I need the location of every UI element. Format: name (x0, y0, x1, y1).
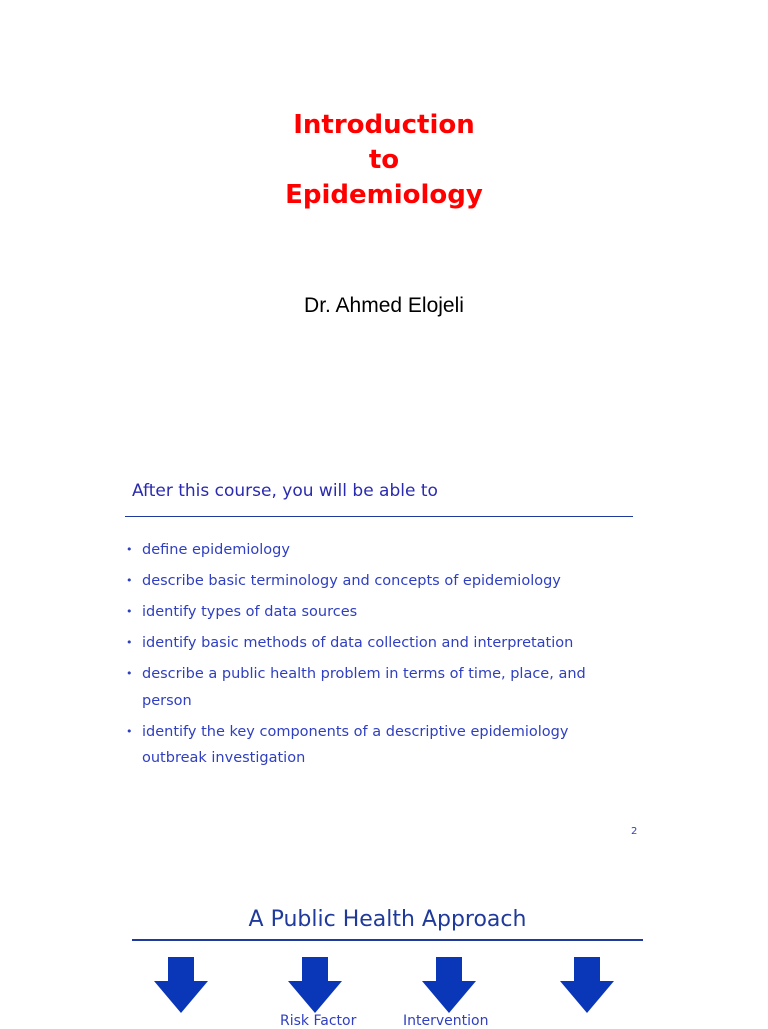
title-line: Introduction (293, 110, 475, 140)
list-item-text: identify types of data sources (142, 604, 358, 620)
list-item-text: identify the key components of a descriptive epidemiology outbreak investigation (142, 723, 569, 766)
down-arrow-icon (422, 957, 476, 1013)
list-item (126, 599, 626, 626)
objectives-heading: After this course, you will be able to (132, 481, 438, 501)
list-item (126, 661, 626, 714)
down-arrow-icon (560, 957, 614, 1013)
list-item (126, 537, 626, 564)
bullet-icon: • (126, 724, 133, 738)
list-item-text: describe a public health problem in terms of time, place, and person (142, 666, 586, 709)
list-item-text: define epidemiology (142, 542, 290, 558)
step-label-risk-factor: Risk Factor (280, 1013, 357, 1029)
bullet-icon: • (126, 574, 133, 587)
bullet-icon: • (126, 667, 133, 680)
title-line: Epidemiology (285, 180, 483, 210)
heading-divider (125, 516, 633, 517)
bullet-icon: • (126, 543, 133, 556)
approach-title: A Public Health Approach (248, 907, 527, 932)
approach-divider (132, 939, 643, 941)
down-arrow-icon (154, 957, 208, 1013)
slide-title (0, 108, 768, 213)
bullet-icon: • (126, 605, 133, 618)
objectives-list (126, 537, 626, 776)
list-item-text: describe basic terminology and concepts of epidemiology (142, 573, 561, 589)
list-item (126, 630, 626, 657)
down-arrow-icon (288, 957, 342, 1013)
step-label-intervention: Intervention (403, 1013, 489, 1029)
bullet-icon: • (126, 636, 133, 649)
page-number: 2 (631, 826, 638, 837)
list-item (126, 719, 626, 772)
list-item-text: identify basic methods of data collection and interpretation (142, 635, 574, 651)
title-line: to (368, 145, 400, 175)
list-item (126, 568, 626, 595)
author-name: Dr. Ahmed Elojeli (304, 294, 464, 317)
